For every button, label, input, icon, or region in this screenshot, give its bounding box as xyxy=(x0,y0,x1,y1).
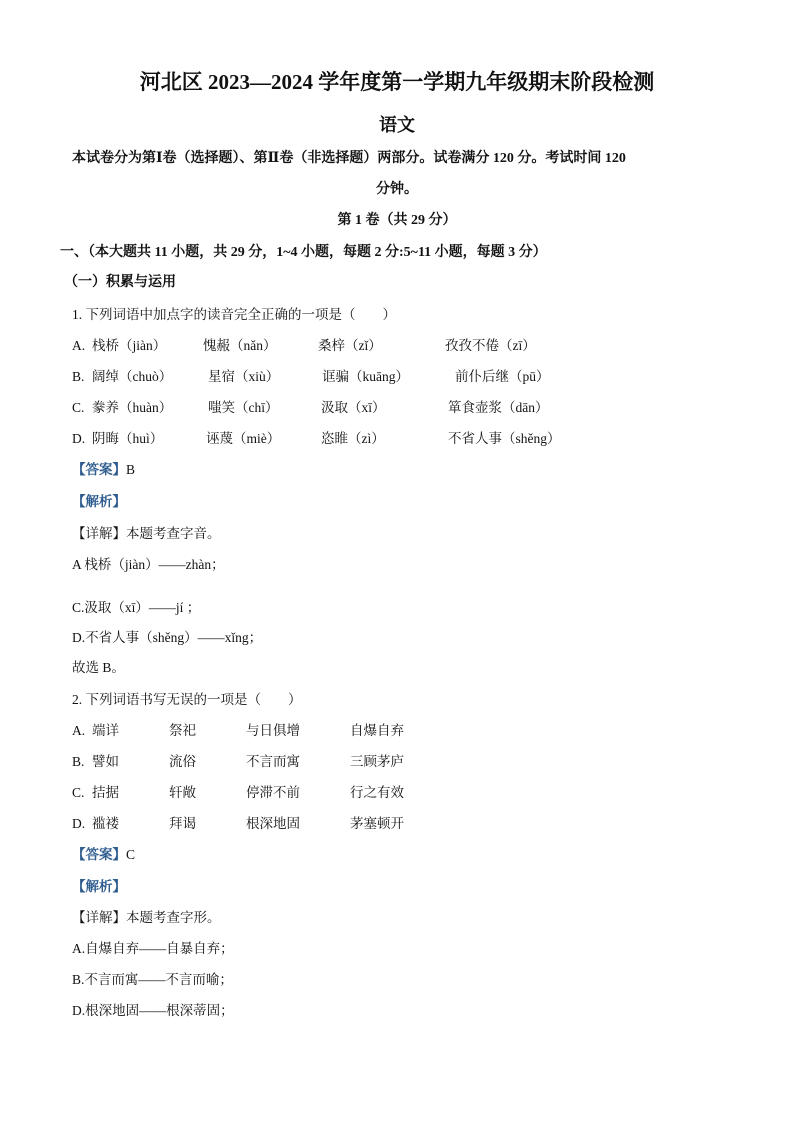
option-label: D. xyxy=(72,816,86,831)
note-line: A.自爆自弃——自暴自弃； xyxy=(72,941,234,956)
intro-line-1: 本试卷分为第Ⅰ卷（选择题）、第Ⅱ卷（非选择题）两部分。试卷满分 120 分。考试时间 120 xyxy=(72,151,626,166)
volume-heading: 第 1 卷（共 29 分） xyxy=(337,213,457,228)
note-line: B.不言而寓——不言而喻； xyxy=(72,972,233,987)
option-item: 箪食壶浆（dān） xyxy=(448,400,549,415)
intro-line-2: 分钟。 xyxy=(376,182,418,197)
option-item: 行之有效 xyxy=(350,785,404,800)
answer-line xyxy=(72,461,135,479)
option-item: 孜孜不倦（zī） xyxy=(445,338,536,353)
analysis-tag: 【解析】 xyxy=(72,879,126,894)
option-item: 嗤笑（chī） xyxy=(208,400,279,415)
option-item: 拮据 xyxy=(92,785,119,800)
option-row xyxy=(0,815,794,833)
option-item: 阔绰（chuò） xyxy=(92,369,173,384)
option-row xyxy=(0,368,794,386)
option-item: 汲取（xī） xyxy=(321,400,386,415)
option-row xyxy=(0,337,794,355)
option-item: 不言而寓 xyxy=(246,754,300,769)
option-item: 前仆后继（pū） xyxy=(455,369,550,384)
option-item: 端详 xyxy=(92,723,119,738)
answer-tag: 【答案】 xyxy=(72,847,126,862)
option-item: 拜谒 xyxy=(169,816,196,831)
option-item: 阴晦（huì） xyxy=(92,431,164,446)
option-row xyxy=(0,722,794,740)
section-heading: 一、（本大题共 11 小题，共 29 分，1~4 小题，每题 2 分:5~11 小题，每题 3 分） xyxy=(60,245,547,260)
detail-line: 【详解】本题考查字形。 xyxy=(72,910,221,925)
detail-line: 【详解】本题考查字音。 xyxy=(72,526,221,541)
option-label: A. xyxy=(72,338,86,353)
option-label: D. xyxy=(72,431,86,446)
question-2-stem: 2. 下列词语书写无误的一项是（ ） xyxy=(72,692,302,707)
answer-value: B xyxy=(126,462,136,477)
option-item: 愧赧（nǎn） xyxy=(203,338,277,353)
option-row xyxy=(0,753,794,771)
answer-line xyxy=(72,846,135,864)
option-item: 三顾茅庐 xyxy=(350,754,404,769)
option-label: C. xyxy=(72,400,85,415)
note-line: D.不省人事（shěng）——xǐng； xyxy=(72,630,263,645)
option-item: 茅塞顿开 xyxy=(350,816,404,831)
part-heading: （一）积累与运用 xyxy=(64,275,176,290)
option-item: 轩敞 xyxy=(169,785,196,800)
option-label: B. xyxy=(72,754,85,769)
option-row xyxy=(0,430,794,448)
option-item: 星宿（xiù） xyxy=(208,369,280,384)
note-line: C.汲取（xī）——jí ； xyxy=(72,600,201,615)
option-item: 自爆自弃 xyxy=(350,723,404,738)
answer-tag: 【答案】 xyxy=(72,462,126,477)
conclusion-line: 故选 B。 xyxy=(72,660,125,675)
option-item: 诓骗（kuāng） xyxy=(322,369,409,384)
option-label: B. xyxy=(72,369,85,384)
subject-title: 语文 xyxy=(379,115,415,135)
note-line: A 栈桥（jiàn）——zhàn； xyxy=(72,557,225,572)
option-item: 桑梓（zǐ） xyxy=(318,338,382,353)
question-1-stem: 1. 下列词语中加点字的读音完全正确的一项是（ ） xyxy=(72,307,396,322)
option-row xyxy=(0,784,794,802)
option-item: 譬如 xyxy=(92,754,119,769)
answer-value: C xyxy=(126,847,136,862)
option-item: 恣睢（zì） xyxy=(321,431,385,446)
option-item: 与日俱增 xyxy=(246,723,300,738)
note-line: D.根深地固——根深蒂固； xyxy=(72,1003,234,1018)
option-item: 祭祀 xyxy=(169,723,196,738)
option-item: 不省人事（shěng） xyxy=(448,431,561,446)
option-label: A. xyxy=(72,723,86,738)
option-item: 停滞不前 xyxy=(246,785,300,800)
option-label: C. xyxy=(72,785,85,800)
option-item: 栈桥（jiàn） xyxy=(92,338,167,353)
option-item: 诬蔑（miè） xyxy=(206,431,281,446)
option-item: 褴褛 xyxy=(92,816,119,831)
option-item: 豢养（huàn） xyxy=(92,400,173,415)
analysis-tag: 【解析】 xyxy=(72,494,126,509)
option-item: 根深地固 xyxy=(246,816,300,831)
option-item: 流俗 xyxy=(169,754,196,769)
exam-title: 河北区 2023—2024 学年度第一学期九年级期末阶段检测 xyxy=(139,70,655,94)
option-row xyxy=(0,399,794,417)
